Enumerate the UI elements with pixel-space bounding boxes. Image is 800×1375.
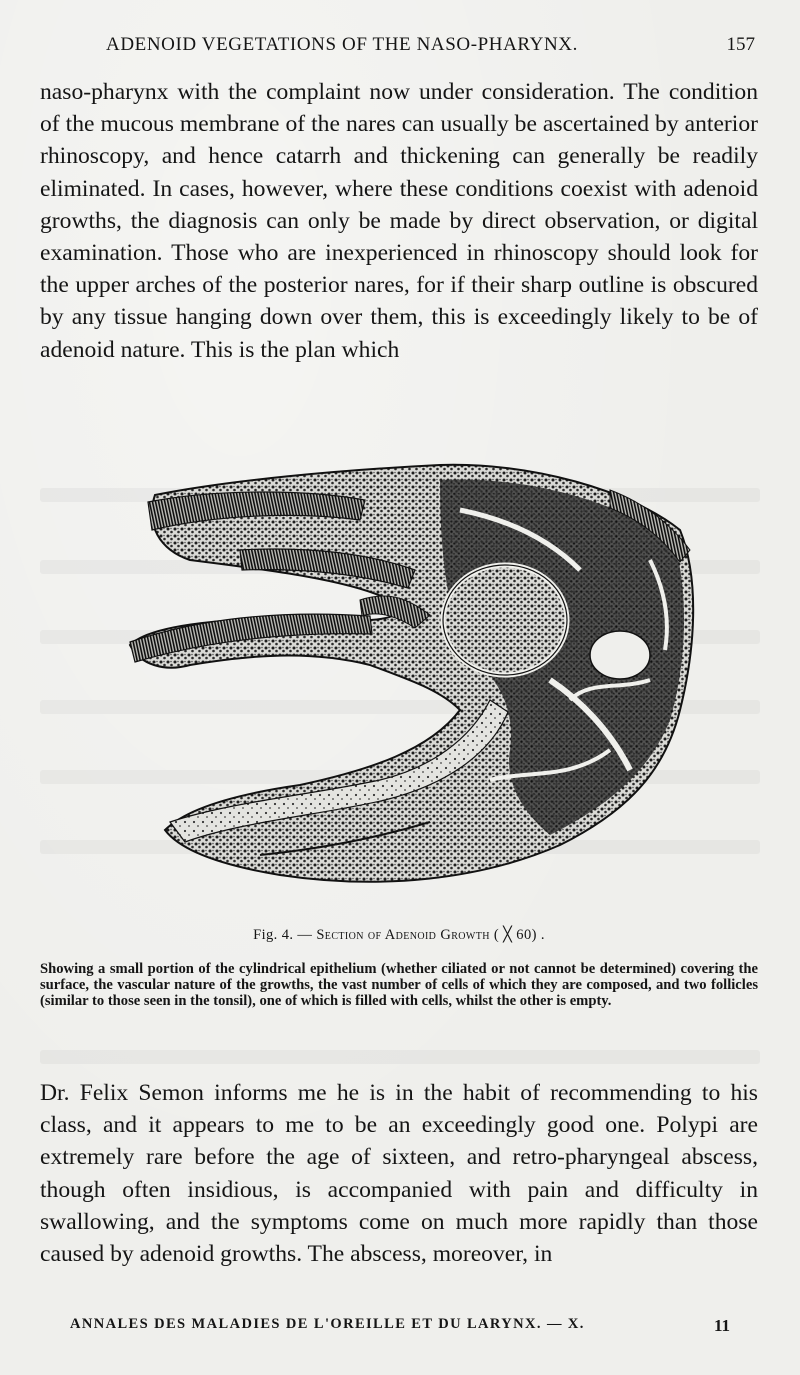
journal-name: ANNALES DES MALADIES DE L'OREILLE ET DU LARYNX. — X. xyxy=(70,1316,585,1332)
bleed-through-line xyxy=(40,1050,760,1064)
histology-illustration xyxy=(110,450,700,920)
body-paragraph-top: naso-pharynx with the complaint now under consideration. The condition of the mucous membrane of the nares can usually be ascertained by anterior rhinoscopy, and hence catarrh and thickening can generally be readily eliminated. In cases, however, where these conditions coexist with adenoid growths, the diagnosis can only be made by direct observation, or digital examination. Those who are inexperienced in rhinoscopy should look for the upper arches of the posterior nares, for if their sharp outline is obscured by any tissue hanging down over them, this is exceedingly likely to be of adenoid nature. This is the plan which xyxy=(40,79,758,363)
figure-label: Fig. 4. — xyxy=(253,927,317,943)
figure-title: Section of Adenoid Growth xyxy=(316,927,490,943)
body-paragraph-bottom: Dr. Felix Semon informs me he is in the habit of recommending to his class, and it appears to me to be an exceedingly good one. Polypi are extremely rare before the age of sixteen, and retro-pharyngeal abscess, though often insidious, is accompanied with pain and difficulty in swallowing, and the symptoms come on much more rapidly than those caused by adenoid growths. The abscess, moreover, in xyxy=(40,1080,758,1268)
page-footer xyxy=(60,1316,740,1336)
page-number: 157 xyxy=(726,34,755,55)
signature-mark: 11 xyxy=(713,1316,730,1335)
figure-magnification: ( ╳ 60) . xyxy=(489,927,545,943)
follicle-empty xyxy=(590,631,650,679)
figure-caption xyxy=(40,927,758,944)
figure-description: Showing a small portion of the cylindrical epithelium (whether ciliated or not cannot be determined) covering the surface, the vascular nature of the growths, the vast number of cells of which they are composed, and two follicles (similar to those seen in the tonsil), one of which is filled with cells, whilst the other is empty. xyxy=(40,961,758,1010)
running-header xyxy=(40,34,755,64)
running-title: ADENOID VEGETATIONS OF THE NASO-PHARYNX. xyxy=(106,34,578,55)
